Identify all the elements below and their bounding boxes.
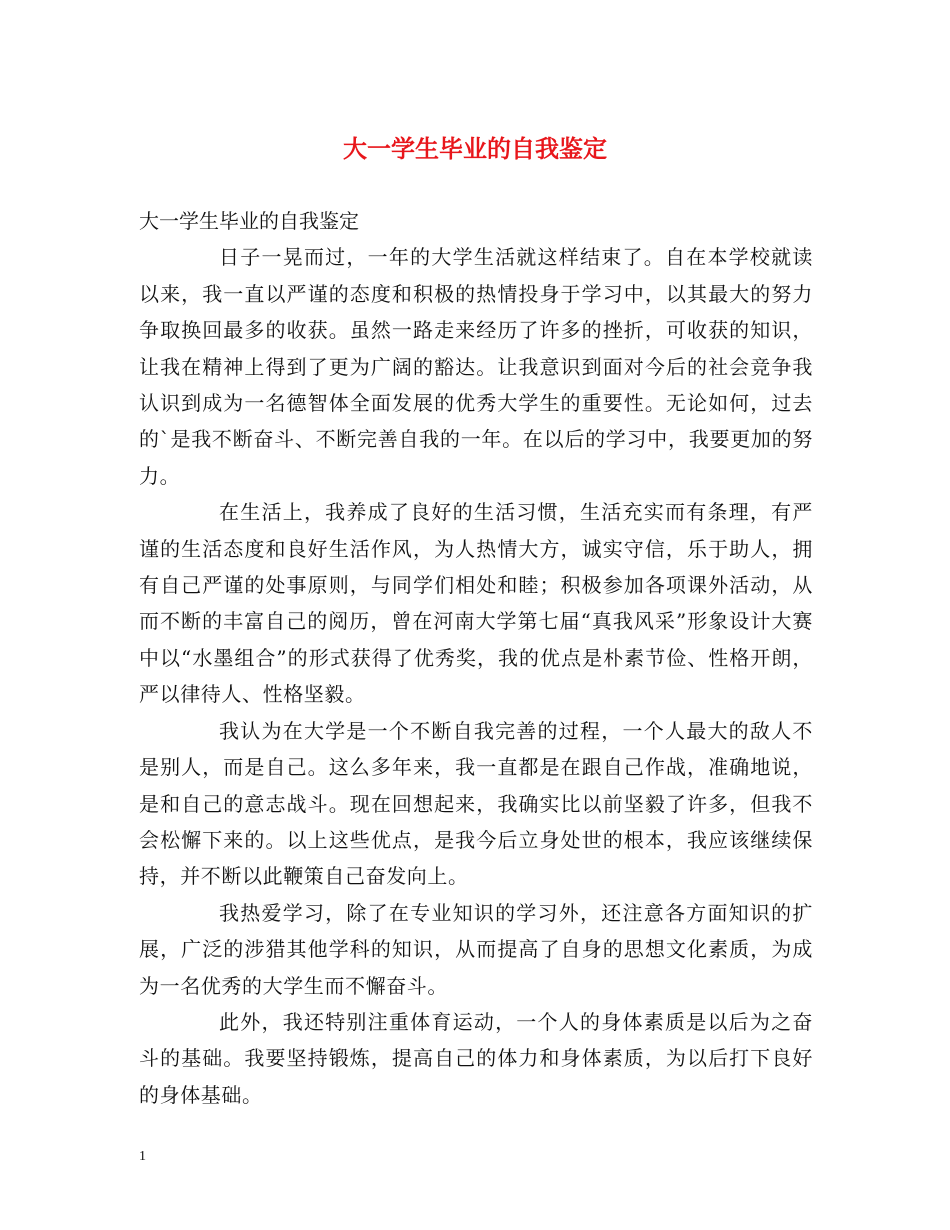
paragraph-1: 日子一晃而过，一年的大学生活就这样结束了。自在本学校就读以来，我一直以严谨的态度和积极的热情投身于学习中，以其最大的努力争取换回最多的收获。虽然一路走来经历了许多的挫折，可收获的知识，让我在精神上得到了更为广阔的豁达。让我意识到面对今后的社会竞争我认识到成为一名德智体全面发展的优秀大学生的重要性。无论如何，过去的`是我不断奋斗、不断完善自我的一年。在以后的学习中，我要更加的努力。 — [139, 245, 813, 488]
paragraph-2: 在生活上，我养成了良好的生活习惯，生活充实而有条理，有严谨的生活态度和良好生活作风，为人热情大方，诚实守信，乐于助人，拥有自己严谨的处事原则，与同学们相处和睦；积极参加各项课外活动，从而不断的丰富自己的阅历，曾在河南大学第七届“真我风采”形象设计大赛中以“水墨组合”的形式获得了优秀奖，我的优点是朴素节俭、性格开朗，严以律待人、性格坚毅。 — [139, 500, 813, 707]
document-subtitle: 大一学生毕业的自我鉴定 — [139, 209, 359, 233]
paragraph-5: 此外，我还特别注重体育运动，一个人的身体素质是以后为之奋斗的基础。我要坚持锻炼，提高自己的体力和身体素质，为以后打下良好的身体基础。 — [139, 1009, 813, 1107]
document-title: 大一学生毕业的自我鉴定 — [343, 134, 607, 163]
paragraph-3: 我认为在大学是一个不断自我完善的过程，一个人最大的敌人不是别人，而是自己。这么多年来，我一直都是在跟自己作战，准确地说，是和自己的意志战斗。现在回想起来，我确实比以前坚毅了许多，但我不会松懈下来的。以上这些优点，是我今后立身处世的根本，我应该继续保持，并不断以此鞭策自己奋发向上。 — [139, 718, 813, 889]
paragraph-4: 我热爱学习，除了在专业知识的学习外，还注意各方面知识的扩展，广泛的涉猎其他学科的知识，从而提高了自身的思想文化素质，为成为一名优秀的大学生而不懈奋斗。 — [139, 900, 813, 998]
document-body — [139, 203, 813, 1113]
page-number: 1 — [139, 1149, 146, 1164]
